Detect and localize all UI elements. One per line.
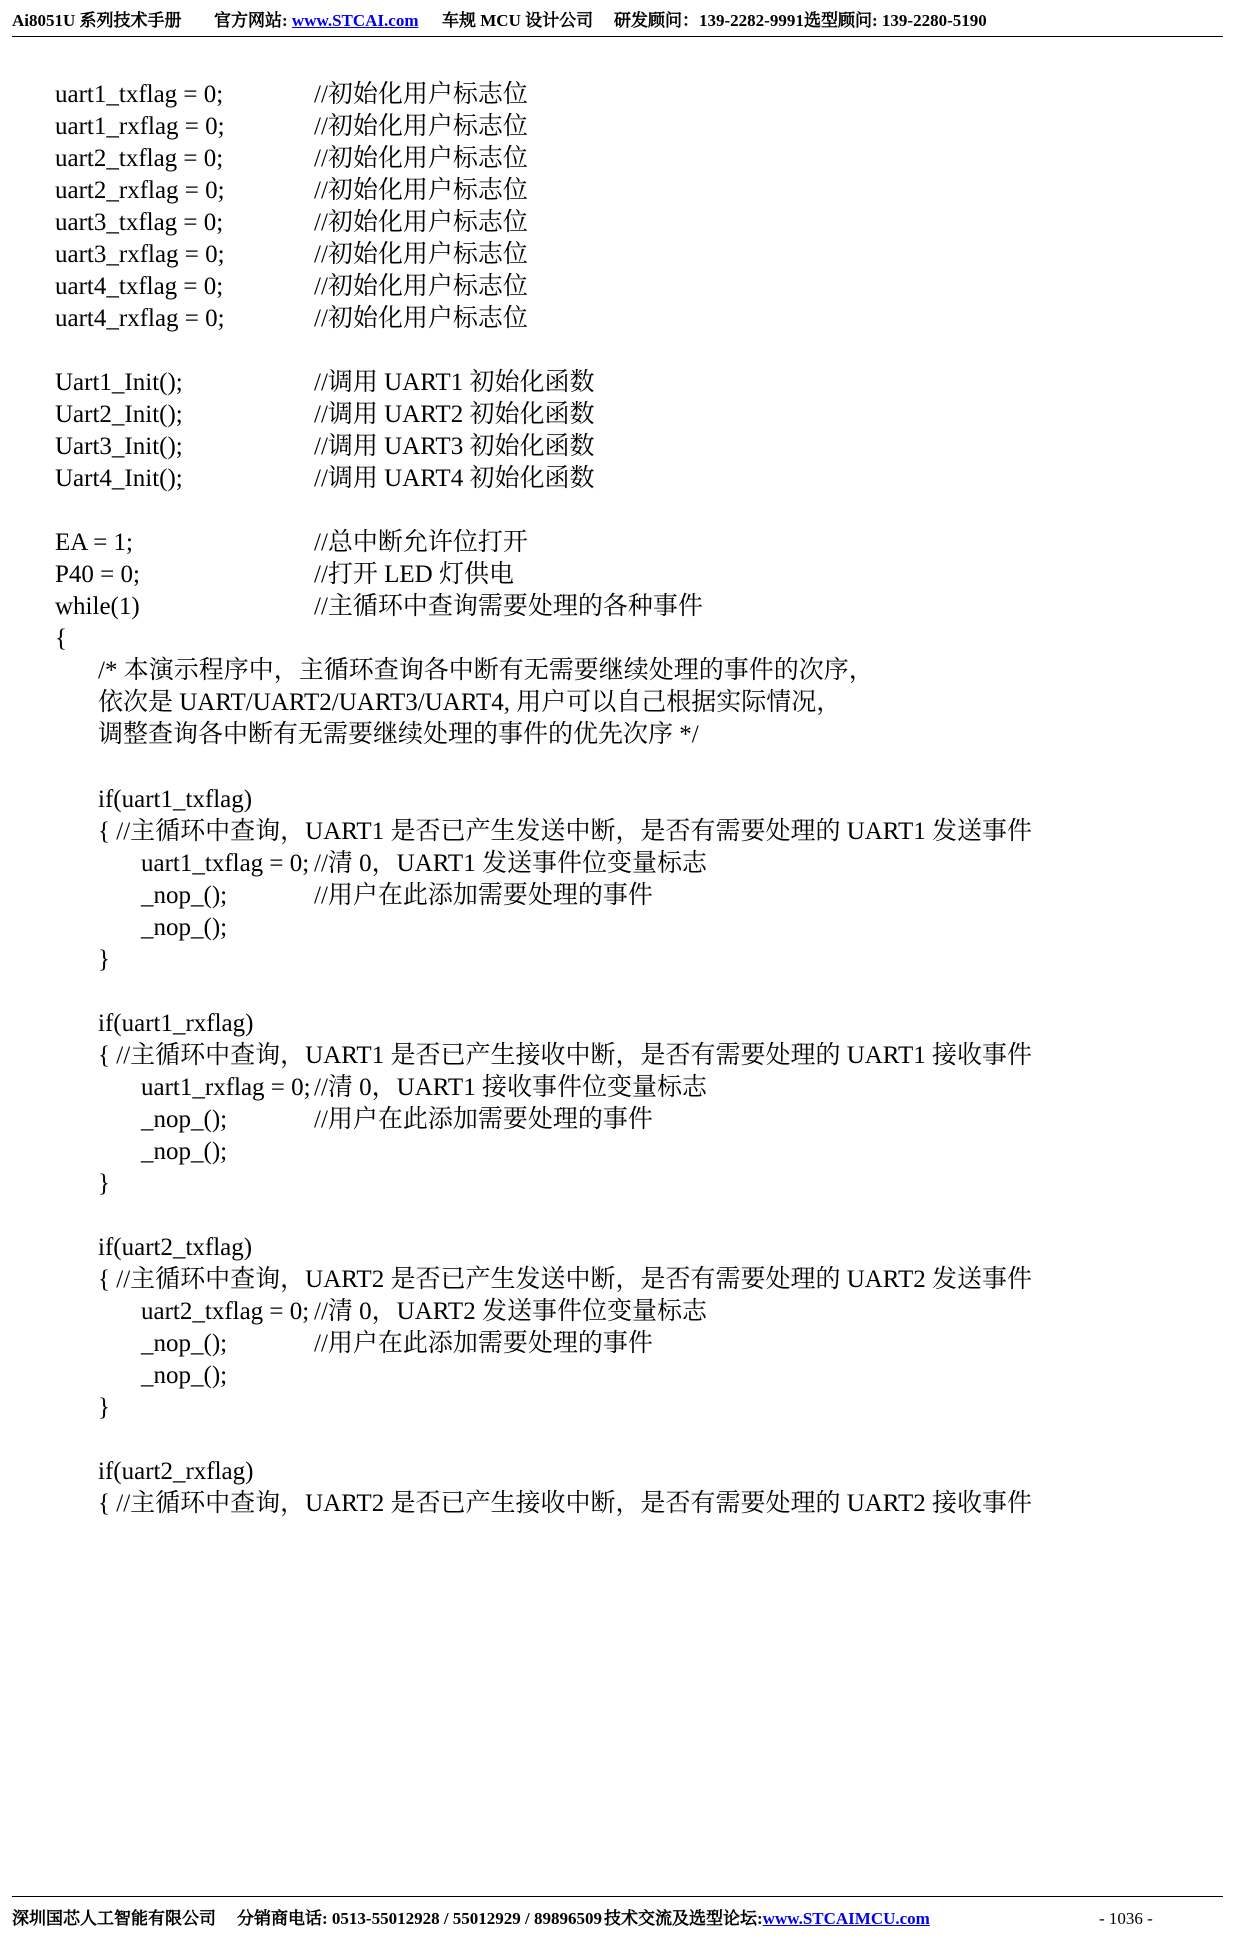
code-comment: //清 0，UART1 接收事件位变量标志 — [314, 1074, 707, 1101]
code-comment: //打开 LED 灯供电 — [314, 561, 514, 588]
forum-label: 技术交流及选型论坛: — [604, 1909, 763, 1928]
website-link[interactable]: www.STCAI.com — [291, 11, 419, 30]
code-comment: //调用 UART3 初始化函数 — [314, 433, 595, 460]
code-comment: //初始化用户标志位 — [314, 209, 528, 236]
code-text: } — [98, 1394, 110, 1421]
code-text: uart2_txflag = 0; — [141, 1298, 310, 1325]
forum-link[interactable]: www.STCAIMCU.com — [762, 1909, 930, 1928]
forum — [604, 1897, 930, 1941]
code-text: 依次是 UART/UART2/UART3/UART4, 用户可以自己根据实际情况， — [98, 689, 842, 716]
code-text: _nop_(); — [141, 882, 228, 909]
code-comment: //初始化用户标志位 — [314, 81, 528, 108]
code-text: uart4_rxflag = 0; — [55, 305, 225, 332]
code-comment: //主循环中查询需要处理的各种事件 — [314, 593, 703, 620]
code-text: } — [98, 946, 110, 973]
code-text: Uart4_Init(); — [55, 465, 183, 492]
code-comment: //用户在此添加需要处理的事件 — [314, 882, 653, 909]
code-comment: //清 0，UART1 发送事件位变量标志 — [314, 850, 707, 877]
code-text: if(uart1_rxflag) — [98, 1010, 254, 1037]
code-text: uart3_txflag = 0; — [55, 209, 224, 236]
code-comment: //调用 UART2 初始化函数 — [314, 401, 595, 428]
code-comment: //初始化用户标志位 — [314, 273, 528, 300]
code-comment: //初始化用户标志位 — [314, 113, 528, 140]
code-comment: //调用 UART4 初始化函数 — [314, 465, 595, 492]
code-text: EA = 1; — [55, 529, 133, 556]
code-text: { — [55, 625, 67, 652]
code-text: P40 = 0; — [55, 561, 140, 588]
code-text: _nop_(); — [141, 1106, 228, 1133]
code-text: _nop_(); — [141, 914, 228, 941]
code-text: if(uart2_txflag) — [98, 1234, 253, 1261]
manual-title: Ai8051U 系列技术手册 — [12, 11, 182, 30]
footer-company: 深圳国芯人工智能有限公司 — [12, 1909, 216, 1928]
code-text: uart1_txflag = 0; — [55, 81, 224, 108]
code-text: /* 本演示程序中，主循环查询各中断有无需要继续处理的事件的次序， — [98, 657, 874, 684]
code-text: Uart2_Init(); — [55, 401, 183, 428]
code-comment: //初始化用户标志位 — [314, 241, 528, 268]
code-text: _nop_(); — [141, 1362, 228, 1389]
code-comment: //用户在此添加需要处理的事件 — [314, 1106, 653, 1133]
code-text: Uart3_Init(); — [55, 433, 183, 460]
code-comment: //清 0，UART2 发送事件位变量标志 — [314, 1298, 707, 1325]
code-text: uart1_rxflag = 0; — [141, 1074, 311, 1101]
code-text: while(1) — [55, 593, 140, 620]
code-text: uart2_rxflag = 0; — [55, 177, 225, 204]
code-comment: //初始化用户标志位 — [314, 177, 528, 204]
code-comment: //初始化用户标志位 — [314, 145, 528, 172]
code-comment: //用户在此添加需要处理的事件 — [314, 1330, 653, 1357]
page-number: - 1036 - — [1099, 1909, 1153, 1928]
code-text: { //主循环中查询，UART1 是否已产生接收中断，是否有需要处理的 UART1 接收事件 — [98, 1042, 1032, 1069]
distributor-phone: 分销商电话: 0513-55012928 / 55012929 / 89896509 — [237, 1909, 603, 1928]
code-text: uart3_rxflag = 0; — [55, 241, 225, 268]
code-comment: //总中断允许位打开 — [314, 529, 528, 556]
rd-consultant: 研发顾问：139-2282-9991 — [614, 11, 804, 30]
code-comment: //调用 UART1 初始化函数 — [314, 369, 595, 396]
code-text: 调整查询各中断有无需要继续处理的事件的优先次序 */ — [98, 721, 699, 748]
code-text: { //主循环中查询，UART1 是否已产生发送中断，是否有需要处理的 UART1 发送事件 — [98, 818, 1032, 845]
selection-consultant: 选型顾问: 139-2280-5190 — [804, 11, 987, 30]
code-text: uart1_rxflag = 0; — [55, 113, 225, 140]
code-text: uart2_txflag = 0; — [55, 145, 224, 172]
company-slogan: 车规 MCU 设计公司 — [442, 11, 594, 30]
code-comment: //初始化用户标志位 — [314, 305, 528, 332]
code-text: } — [98, 1170, 110, 1197]
code-text: { //主循环中查询，UART2 是否已产生发送中断，是否有需要处理的 UART2 发送事件 — [98, 1266, 1032, 1293]
page-footer — [12, 1896, 1223, 1937]
code-text: if(uart2_rxflag) — [98, 1458, 254, 1485]
code-text: _nop_(); — [141, 1138, 228, 1165]
code-text: uart4_txflag = 0; — [55, 273, 224, 300]
website-label: 官方网站: — [214, 11, 292, 30]
code-text: _nop_(); — [141, 1330, 228, 1357]
code-text: Uart1_Init(); — [55, 369, 183, 396]
code-text: if(uart1_txflag) — [98, 786, 253, 813]
code-text: uart1_txflag = 0; — [141, 850, 310, 877]
code-text: { //主循环中查询，UART2 是否已产生接收中断，是否有需要处理的 UART2 接收事件 — [98, 1490, 1032, 1517]
